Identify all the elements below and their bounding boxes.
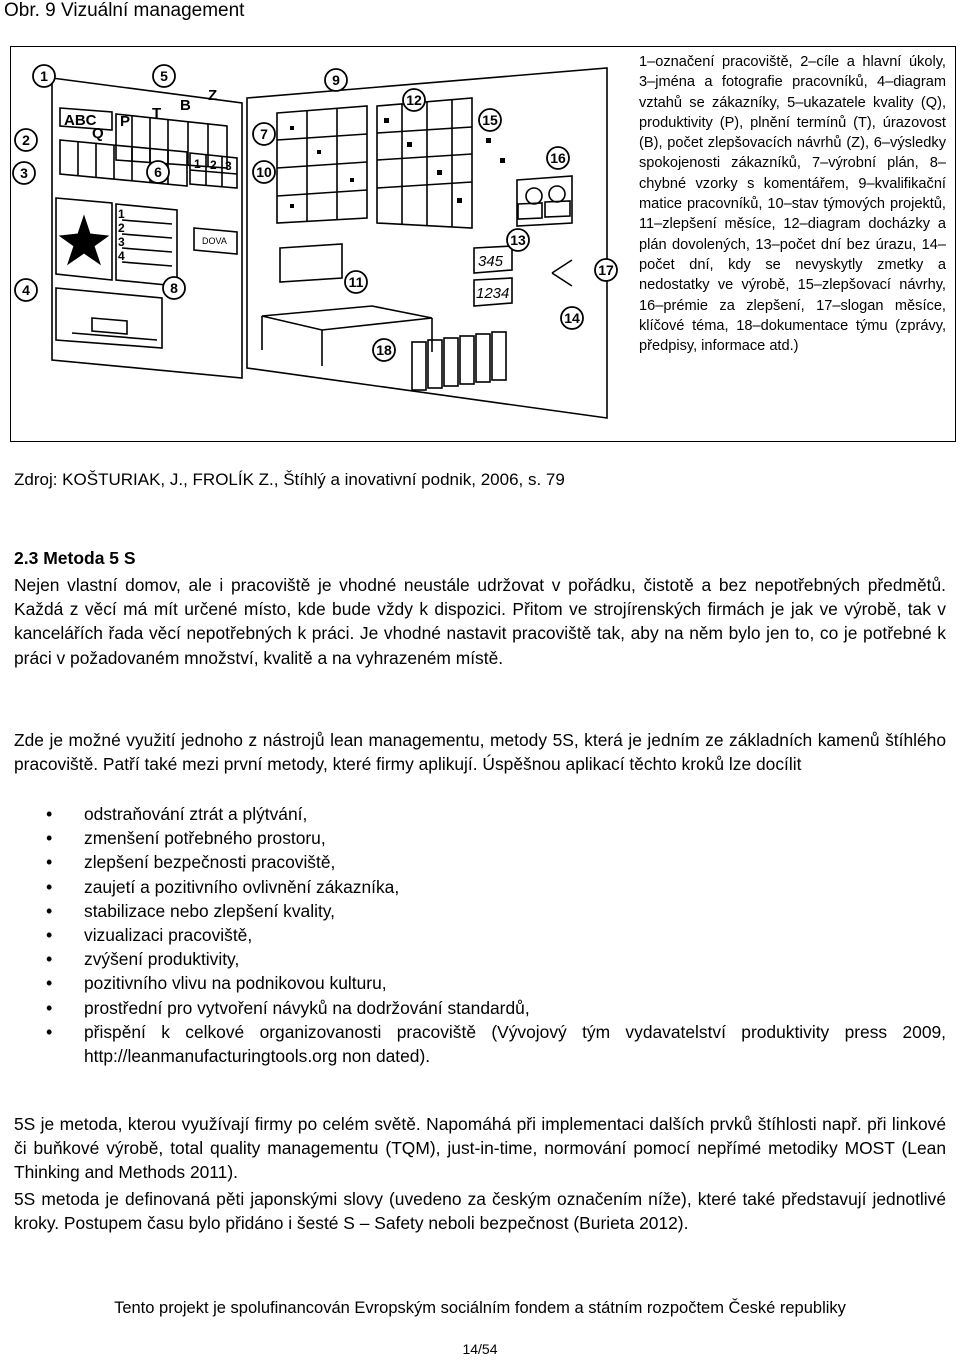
callout-number-16: 16 <box>550 150 566 166</box>
callout-number-17: 17 <box>598 262 614 278</box>
letter-q: Q <box>92 125 104 142</box>
letter-b: B <box>180 97 191 114</box>
benefits-list <box>14 802 946 1068</box>
list-item: • pozitivního vlivu na podnikovou kulturu, <box>14 971 946 995</box>
list-digit-3: 3 <box>118 235 125 249</box>
callout-number-14: 14 <box>564 310 580 326</box>
callout-number-18: 18 <box>376 342 392 358</box>
grid-digit-2: 2 <box>210 158 217 172</box>
callout-number-1: 1 <box>40 68 48 84</box>
abc-label: ABC <box>64 112 97 129</box>
list-digit-4: 4 <box>118 249 125 263</box>
visual-management-illustration <box>12 48 622 438</box>
star-graphic <box>60 216 108 264</box>
grid-digit-3: 3 <box>225 159 232 173</box>
callout-number-4: 4 <box>22 282 30 298</box>
callout-number-10: 10 <box>256 164 272 180</box>
paragraph-3: 5S je metoda, kterou využívají firmy po celém světě. Napomáhá při implementaci dalších prvků štíhlosti např. při linkové či buňkové výrobě, total quality managementu (TQM), just-in-time, normování pomocí nepřímé metodiky MOST (Lean Thinking and Methods 2011). <box>14 1114 946 1183</box>
page-number: 14/54 <box>462 1341 498 1357</box>
list-item: • zlepšení bezpečnosti pracoviště, <box>14 850 946 874</box>
callout-number-12: 12 <box>406 92 422 108</box>
callout-number-2: 2 <box>22 132 30 148</box>
list-digit-1: 1 <box>118 207 125 221</box>
list-item: • stabilizace nebo zlepšení kvality, <box>14 899 946 923</box>
figure-legend: 1–označení pracoviště, 2–cíle a hlavní úkoly, 3–jména a fotografie pracovníků, 4–diagram vztahů se zákazníky, 5–ukazatele kvality (Q), produktivity (P), plnění termínů (T), úrazovost (B), počet zlepšovacích návrhů (Z), 6–výsledky spokojenosti zákazníků, 7–výrobní plán, 8–chybné vzorky s komentářem, 9–kvalifikační matice pracovníků, 10–stav týmových projektů, 11–zlepšení měsíce, 12–diagram docházky a plán dovolených, 13–počet dní bez úrazu, 14–počet dní, kdy se nevyskytly zmetky a nedostatky ve výrobě, 15–zlepšovací návrhy, 16–prémie za zlepšení, 17–slogan měsíce, klíčové téma, 18–dokumentace týmu (zprávy, předpisy, informace atd.) <box>639 54 946 355</box>
page-footer: Tento projekt je spolufinancován Evropským sociálním fondem a státním rozpočtem České republiky <box>114 1299 846 1317</box>
callout-number-13: 13 <box>510 232 526 248</box>
letter-t: T <box>152 105 162 122</box>
list-item: • vizualizaci pracoviště, <box>14 923 946 947</box>
list-item: • prostřední pro vytvoření návyků na dodržování standardů, <box>14 996 946 1020</box>
figure-source: Zdroj: KOŠTURIAK, J., FROLÍK Z., Štíhlý a inovativní podnik, 2006, s. 79 <box>14 470 565 489</box>
paragraph-2: Zde je možné využití jednoho z nástrojů lean managementu, metody 5S, která je jedním ze základních kamenů štíhlého pracoviště. Patří také mezi první metody, které firmy aplikují. Úspěšnou aplikací těchto kroků lze docílit <box>14 730 946 775</box>
section-heading: 2.3 Metoda 5 S <box>14 548 136 568</box>
doc-label: DOVA <box>202 236 227 246</box>
grid-digit-1: 1 <box>194 157 201 171</box>
callout-number-9: 9 <box>332 72 340 88</box>
callout-number-5: 5 <box>160 68 168 84</box>
list-item: • odstraňování ztrát a plýtvání, <box>14 802 946 826</box>
paragraph-4: 5S metoda je definovaná pěti japonskými slovy (uvedeno za českým označením níže), které také představují jednotlivé kroky. Postupem času bylo přidáno i šesté S – Safety neboli bezpečnost (Burieta 2012). <box>14 1189 946 1234</box>
callout-number-6: 6 <box>154 164 162 180</box>
figure-caption: Obr. 9 Vizuální management <box>4 0 245 21</box>
callout-number-3: 3 <box>20 165 28 181</box>
list-digit-2: 2 <box>118 221 125 235</box>
letter-p: P <box>120 113 131 130</box>
callout-number-7: 7 <box>260 126 268 142</box>
list-item: • zaujetí a pozitivního ovlivnění zákazníka, <box>14 875 946 899</box>
letter-z: Z <box>208 87 218 104</box>
paragraph-1: Nejen vlastní domov, ale i pracoviště je vhodné neustále udržovat v pořádku, čistotě a bez nepotřebných předmětů. Každá z věcí má mít určené místo, kde bude vždy k dispozici. Přitom ve strojírenských firmách je jak ve výrobě, tak v kancelářích řada věcí nepotřebných k práci. Je vhodné nastavit pracoviště tak, aby na něm bylo jen to, co je potřebné k práci v požadovaném množství, kvalitě a na vyhrazeném místě. <box>14 575 946 668</box>
count-345: 345 <box>478 253 504 270</box>
count-1234: 1234 <box>476 285 510 302</box>
list-item: • přispění k celkové organizovanosti pracoviště (Vývojový tým vydavatelství produktivity press 2009, http://leanmanufacturingtools.org non dated). <box>14 1020 946 1068</box>
list-item: • zvýšení produktivity, <box>14 947 946 971</box>
callout-number-11: 11 <box>348 274 364 290</box>
callout-number-15: 15 <box>482 112 498 128</box>
callout-number-8: 8 <box>170 280 178 296</box>
list-item: • zmenšení potřebného prostoru, <box>14 826 946 850</box>
